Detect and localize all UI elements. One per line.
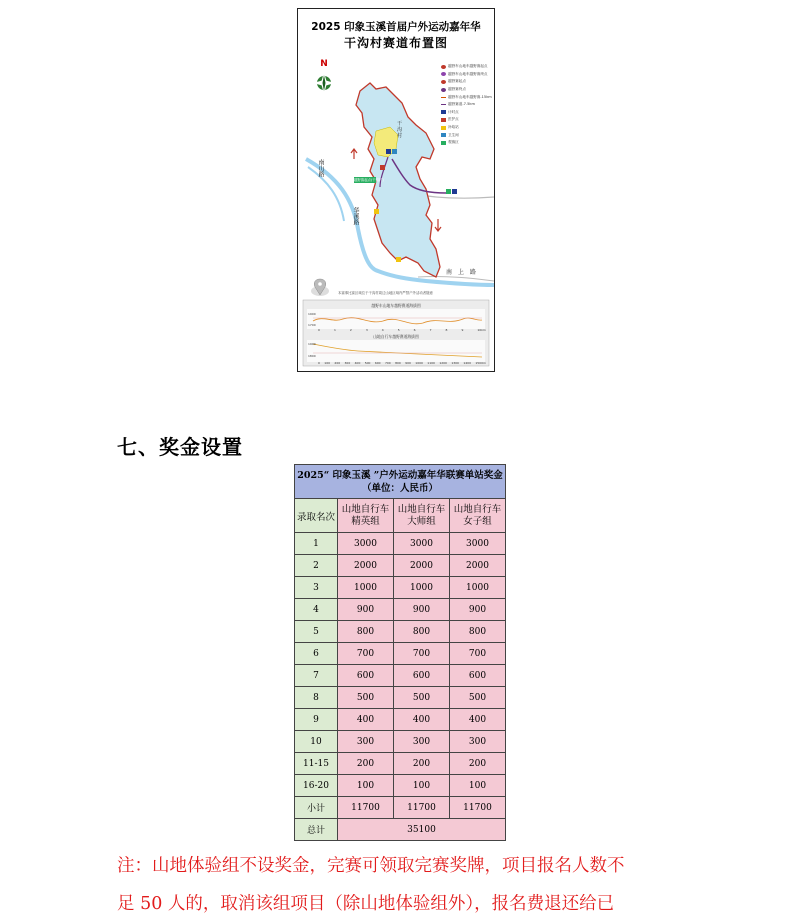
prize-cell: 2000 [338, 555, 394, 577]
table-row [295, 797, 506, 819]
prize-cell: 1000 [338, 577, 394, 599]
prize-table [294, 464, 506, 841]
profile2-y-bottom: 1800 [308, 354, 316, 358]
table-row [295, 709, 506, 731]
total-row [295, 819, 506, 841]
prize-cell: 900 [450, 599, 506, 621]
total-value: 35100 [338, 819, 506, 841]
prize-cell: 3000 [338, 533, 394, 555]
column-header-master: 山地自行车 大师组 [394, 499, 450, 533]
rank-cell: 9 [295, 709, 338, 731]
map-title-line2: 干沟村赛道布置图 [343, 36, 448, 50]
rank-header: 录取名次 [295, 499, 338, 533]
profile2-ticks: 0 100 200 300 400 500 600 700 800 900 1000 1100 1200 1300 1400 1500m [318, 361, 486, 365]
legend-swatch [441, 104, 446, 105]
rank-cell: 11-15 [295, 753, 338, 775]
legend-item: 越野车山地车越野赛起点 [441, 63, 493, 71]
total-label: 总计 [295, 819, 338, 841]
table-row [295, 731, 506, 753]
table-row [295, 555, 506, 577]
table-row [295, 599, 506, 621]
legend-item: 越野赛起点 [441, 78, 493, 86]
section-heading: 七、奖金设置 [117, 435, 243, 459]
legend-swatch [441, 141, 446, 145]
profile2-title: 山地自行车越野赛道海拔图 [373, 334, 419, 339]
prize-cell: 200 [394, 753, 450, 775]
prize-cell: 11700 [450, 797, 506, 819]
rank-cell: 7 [295, 665, 338, 687]
prize-cell: 400 [338, 709, 394, 731]
prize-cell: 3000 [394, 533, 450, 555]
prize-cell: 900 [338, 599, 394, 621]
prize-cell: 300 [394, 731, 450, 753]
prize-cell: 100 [450, 775, 506, 797]
prize-cell: 200 [450, 753, 506, 775]
prize-cell: 11700 [338, 797, 394, 819]
location-pin-icon [311, 279, 329, 296]
road-label-nanshang: 南上路 [446, 269, 483, 276]
table-title: 2025“ 印象玉溪 ”户外运动嘉年华联赛单站奖金（单位：人民币） [295, 465, 506, 499]
prize-cell: 800 [450, 621, 506, 643]
profile1-y-top: 1900 [308, 312, 316, 316]
legend-swatch [441, 110, 446, 114]
rank-cell: 3 [295, 577, 338, 599]
profile2-y-top: 1900 [308, 342, 316, 346]
prize-cell: 800 [394, 621, 450, 643]
table-row [295, 753, 506, 775]
profile1-title: 越野车山地车越野赛道海拔图 [371, 303, 421, 308]
prize-cell: 600 [338, 665, 394, 687]
table-row [295, 533, 506, 555]
prize-cell: 700 [394, 643, 450, 665]
rank-cell: 8 [295, 687, 338, 709]
course-map-figure [297, 8, 495, 372]
table-row [295, 577, 506, 599]
legend-item: 越野赛道-7.5km [441, 101, 493, 109]
road-label-huaxi: 华溪路 [352, 207, 359, 225]
prize-cell: 100 [394, 775, 450, 797]
prize-cell: 200 [338, 753, 394, 775]
rank-cell: 10 [295, 731, 338, 753]
prize-cell: 600 [394, 665, 450, 687]
note-line-2: 足 50 人的，取消该组项目（除山地体验组外），报名费退还给已 [117, 894, 615, 914]
legend-swatch [441, 72, 446, 76]
note-line-1: 注：山地体验组不设奖金，完赛可领取完赛奖牌，项目报名人数不 [117, 856, 625, 876]
prize-cell: 800 [338, 621, 394, 643]
legend-swatch [441, 88, 446, 92]
table-row [295, 643, 506, 665]
rank-cell: 1 [295, 533, 338, 555]
rank-cell: 4 [295, 599, 338, 621]
prize-cell: 1000 [394, 577, 450, 599]
map-title-line1: 2025 印象玉溪首届户外运动嘉年华 [311, 21, 481, 33]
legend-item: 医护点 [441, 116, 493, 124]
prize-cell: 3000 [450, 533, 506, 555]
table-row [295, 621, 506, 643]
prize-cell: 100 [338, 775, 394, 797]
table-row [295, 665, 506, 687]
legend-swatch [441, 80, 446, 84]
legend-item: 观赛区 [441, 139, 493, 147]
legend-swatch [441, 97, 446, 98]
legend-item: 计时点 [441, 109, 493, 117]
column-header-elite: 山地自行车 精英组 [338, 499, 394, 533]
legend-swatch [441, 133, 446, 137]
prize-rows [295, 533, 506, 819]
profile1-y-bottom: 1700 [308, 323, 316, 327]
profile1-ticks: 0 1 2 3 4 5 6 7 8 9 10km [318, 328, 486, 332]
rank-cell: 16-20 [295, 775, 338, 797]
legend-item: 越野车山地车越野赛-15km [441, 93, 493, 101]
prize-note [117, 847, 697, 923]
column-header-women: 山地自行车 女子组 [450, 499, 506, 533]
prize-cell: 400 [394, 709, 450, 731]
rank-cell: 5 [295, 621, 338, 643]
prize-cell: 500 [338, 687, 394, 709]
legend-swatch [441, 126, 446, 130]
map-legend [441, 63, 493, 147]
prize-cell: 2000 [394, 555, 450, 577]
road-label-nanshan: 南山路 [317, 159, 324, 177]
compass-icon [313, 72, 335, 94]
prize-cell: 11700 [394, 797, 450, 819]
prize-cell: 300 [450, 731, 506, 753]
legend-swatch [441, 65, 446, 69]
prize-cell: 300 [338, 731, 394, 753]
rank-cell: 2 [295, 555, 338, 577]
legend-item: 越野车山地车越野赛终点 [441, 71, 493, 79]
prize-cell: 900 [394, 599, 450, 621]
legend-item: 补给站 [441, 124, 493, 132]
prize-cell: 2000 [450, 555, 506, 577]
prize-cell: 500 [450, 687, 506, 709]
legend-item: 卫生间 [441, 131, 493, 139]
prize-cell: 500 [394, 687, 450, 709]
legend-item: 越野赛终点 [441, 86, 493, 94]
prize-cell: 400 [450, 709, 506, 731]
prize-cell: 700 [450, 643, 506, 665]
rank-cell: 6 [295, 643, 338, 665]
village-label: 干沟村 [397, 121, 403, 139]
map-footnote: 本赛事比赛区域位于干沟村周边山地区域内严禁户外活动者随意 [338, 291, 433, 295]
prize-cell: 700 [338, 643, 394, 665]
table-row [295, 775, 506, 797]
prize-cell: 600 [450, 665, 506, 687]
prize-cell: 1000 [450, 577, 506, 599]
legend-swatch [441, 118, 446, 122]
start-label: 越野赛起点(干沟村) [354, 178, 384, 182]
rank-cell: 小计 [295, 797, 338, 819]
north-label: N [320, 59, 328, 69]
table-row [295, 687, 506, 709]
